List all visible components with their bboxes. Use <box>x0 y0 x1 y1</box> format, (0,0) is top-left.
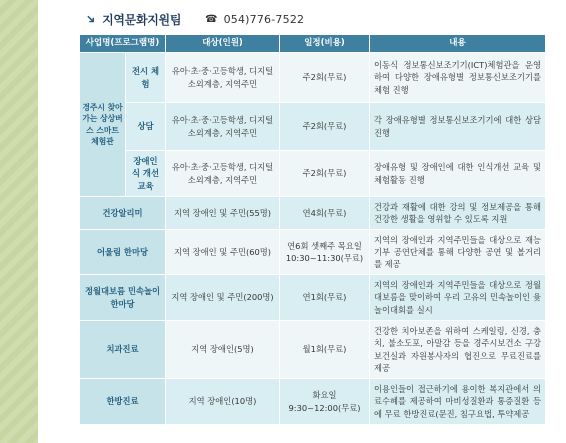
table-row <box>80 197 546 230</box>
table-row <box>80 275 546 321</box>
program-sub-name: 전시 체험 <box>126 53 166 103</box>
program-sub-name: 장애인식 개선교육 <box>126 151 166 197</box>
program-group-name: 경주시 찾아가는 상상버스 스마트 체험관 <box>80 53 126 197</box>
arrow-icon: ➜ <box>82 10 100 28</box>
content-cell: 각 장애유형별 정보통신보조기기에 대한 상담 진행 <box>370 103 546 151</box>
program-name: 정월대보름 민속놀이 한마당 <box>80 275 166 321</box>
program-name: 치과진료 <box>80 321 166 379</box>
schedule-cell: 연4회(무료) <box>280 197 370 230</box>
table-row <box>80 379 546 425</box>
schedule-cell: 월1회(무료) <box>280 321 370 379</box>
table-row <box>80 230 546 275</box>
program-sub-name: 상담 <box>126 103 166 151</box>
schedule-cell: 주2회(무료) <box>280 53 370 103</box>
target-cell: 지역 장애인 및 주민(60명) <box>166 230 280 275</box>
target-cell: 지역 장애인 및 주민(200명) <box>166 275 280 321</box>
content-cell: 건강과 재활에 대한 강의 및 정보제공을 통해 건강한 생활을 영위할 수 있도록 지원 <box>370 197 546 230</box>
schedule-cell: 연6회 셋째주 목요일 10:30~11:30(무료) <box>280 230 370 275</box>
table-row <box>80 321 546 379</box>
content-cell: 이용인들이 접근하기에 용이한 복지관에서 의료수혜를 제공하여 마비성질환과 통증질환 등에 무료 한방진료(문진, 침구요법, 투약제공 <box>370 379 546 425</box>
section-title: 지역문화지원팀 <box>102 12 182 27</box>
column-header: 대상(인원) <box>166 35 280 53</box>
target-cell: 지역 장애인(5명) <box>166 321 280 379</box>
phone-icon: ☎ <box>205 13 218 25</box>
section-header <box>82 10 305 28</box>
table-row <box>80 103 546 151</box>
program-name: 건강알리미 <box>80 197 166 230</box>
program-name: 한방진료 <box>80 379 166 425</box>
content-cell: 건강한 치아보존을 위하여 스케일링, 신경, 충치, 불소도포, 아말감 등을 경주시보건소 구강보건실과 자원봉사자의 협진으로 무료진료를 제공 <box>370 321 546 379</box>
content-cell: 이동식 정보통신보조기기(ICT)체험관을 운영하여 다양한 장애유형별 정보통신보조기기를 체험 진행 <box>370 53 546 103</box>
column-header: 사업명(프로그램명) <box>80 35 166 53</box>
left-decorative-band <box>0 0 38 443</box>
program-name: 어울림 한마당 <box>80 230 166 275</box>
column-header: 내용 <box>370 35 546 53</box>
target-cell: 지역 장애인(10명) <box>166 379 280 425</box>
schedule-cell: 주2회(무료) <box>280 151 370 197</box>
content-cell: 지역의 장애인과 지역주민들을 대상으로 재능기부 공연단체를 통해 다양한 공연 및 볼거리를 제공 <box>370 230 546 275</box>
target-cell: 유아·초·중·고등학생, 디지털소외계층, 지역주민 <box>166 151 280 197</box>
program-table <box>79 34 546 425</box>
target-cell: 지역 장애인 및 주민(55명) <box>166 197 280 230</box>
content-cell: 지역의 장애인과 지역주민들을 대상으로 정월대보름을 맞이하여 우리 고유의 민속놀이인 윷놀이대회를 실시 <box>370 275 546 321</box>
content-cell: 장애유형 및 장애인에 대한 인식개선 교육 및 체험활동 진행 <box>370 151 546 197</box>
table-row <box>80 53 546 103</box>
target-cell: 유아·초·중·고등학생, 디지털소외계층, 지역주민 <box>166 53 280 103</box>
schedule-cell: 주2회(무료) <box>280 103 370 151</box>
column-header: 일정(비용) <box>280 35 370 53</box>
phone-number: 054)776-7522 <box>223 12 305 26</box>
schedule-cell: 화요일 9:30~12:00(무료) <box>280 379 370 425</box>
table-header-row <box>80 35 546 53</box>
table-row <box>80 151 546 197</box>
target-cell: 유아·초·중·고등학생, 디지털소외계층, 지역주민 <box>166 103 280 151</box>
schedule-cell: 연1회(무료) <box>280 275 370 321</box>
